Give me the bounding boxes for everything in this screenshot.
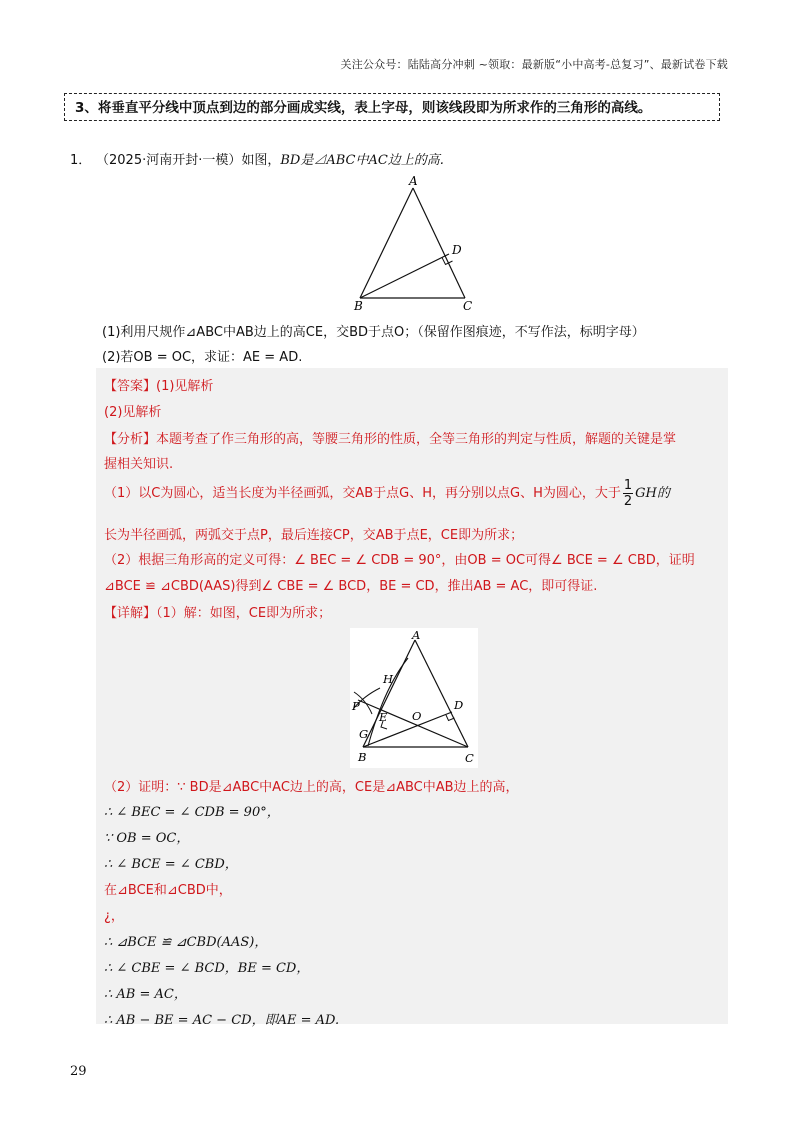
analysis-step1-gh: GH的: [635, 486, 670, 501]
label-C: C: [463, 299, 473, 312]
fig2-label-P: P: [352, 699, 360, 713]
question-number: 1．: [70, 153, 92, 168]
question-stem-math: BD是⊿ABC中AC边上的高.: [280, 153, 444, 168]
proof-line-3: ∵ OB = OC，: [104, 831, 190, 846]
proof-line-8: ∴ ∠ CBE = ∠ BCD，BE = CD，: [104, 961, 310, 976]
fig2-label-A: A: [412, 628, 421, 642]
analysis-line-2: 握相关知识.: [104, 457, 174, 472]
question-stem: [70, 149, 444, 168]
proof-line-5: 在⊿BCE和⊿CBD中，: [104, 883, 232, 898]
fig2-label-H: H: [383, 672, 394, 686]
analysis-step2-cont: ⊿BCE ≌ ⊿CBD(AAS)得到∠ CBE = ∠ BCD，BE = CD，推出AB = AC，即可得证.: [104, 579, 598, 594]
fig2-label-D: D: [454, 698, 464, 712]
proof-line-1: （2）证明：∵ BD是⊿ABC中AC边上的高，CE是⊿ABC中AB边上的高，: [104, 780, 519, 795]
subquestion-2: (2)若OB = OC，求证：AE = AD.: [102, 350, 303, 365]
answer-line: [104, 375, 213, 394]
analysis-step2-line: （2）根据三角形高的定义可得：∠ BEC = ∠ CDB = 90°，由OB = OC可得∠ BCE = ∠ CBD，证明: [104, 553, 695, 568]
analysis-step1-cont: 长为半径画弧，两弧交于点P，最后连接CP，交AB于点E，CE即为所求；: [104, 528, 524, 543]
fraction-half: [623, 478, 633, 509]
answer-1: (1)见解析: [156, 379, 214, 394]
analysis-label: 【分析】: [104, 432, 157, 447]
triangle-figure-1: [350, 172, 490, 312]
fraction-denominator: 2: [623, 494, 633, 509]
fig2-label-E: E: [379, 710, 388, 724]
detail-text: （1）解：如图，CE即为所求；: [156, 606, 332, 621]
proof-line-10: ∴ AB − BE = AC − CD，即AE = AD.: [104, 1013, 340, 1028]
construction-figure: [350, 628, 478, 768]
fig2-label-O: O: [412, 709, 422, 723]
proof-line-2: ∴ ∠ BEC = ∠ CDB = 90°，: [104, 805, 280, 820]
subquestion-1: (1)利用尺规作⊿ABC中AB边上的高CE，交BD于点O；（保留作图痕迹，不写作法，标明字母）: [102, 325, 645, 340]
analysis-step1-line: [104, 478, 670, 509]
page-header: 关注公众号：陆陆高分冲刺 ~领取：最新版“小中高考-总复习”、最新试卷下载: [340, 58, 728, 71]
page-number: 29: [70, 1064, 87, 1079]
label-A: A: [409, 174, 418, 188]
analysis-line-1: [104, 428, 676, 447]
answer-2: (2)见解析: [104, 405, 162, 420]
fig2-label-G: G: [359, 727, 369, 741]
detail-line: [104, 602, 331, 621]
analysis-step1-text: （1）以C为圆心，适当长度为半径画弧，交AB于点G、H，再分别以点G、H为圆心，大于: [104, 486, 621, 501]
fig2-label-B: B: [358, 750, 367, 764]
method-tip-box: 3、将垂直平分线中顶点到边的部分画成实线，表上字母，则该线段即为所求作的三角形的高线。: [64, 93, 720, 121]
analysis-text-1: 本题考查了作三角形的高，等腰三角形的性质，全等三角形的判定与性质，解题的关键是掌: [156, 432, 677, 447]
question-source: （2025·河南开封·一模）如图，: [96, 153, 281, 168]
proof-line-7: ∴ ⊿BCE ≌ ⊿CBD(AAS)，: [104, 935, 268, 950]
label-B: B: [354, 299, 363, 312]
proof-line-4: ∴ ∠ BCE = ∠ CBD，: [104, 857, 238, 872]
detail-label: 【详解】: [104, 606, 157, 621]
proof-line-9: ∴ AB = AC，: [104, 987, 187, 1002]
fraction-numerator: 1: [623, 478, 633, 493]
proof-line-6: ¿，: [104, 909, 124, 924]
answer-label: 【答案】: [104, 379, 157, 394]
fig2-label-C: C: [465, 751, 474, 765]
label-D: D: [452, 243, 462, 257]
